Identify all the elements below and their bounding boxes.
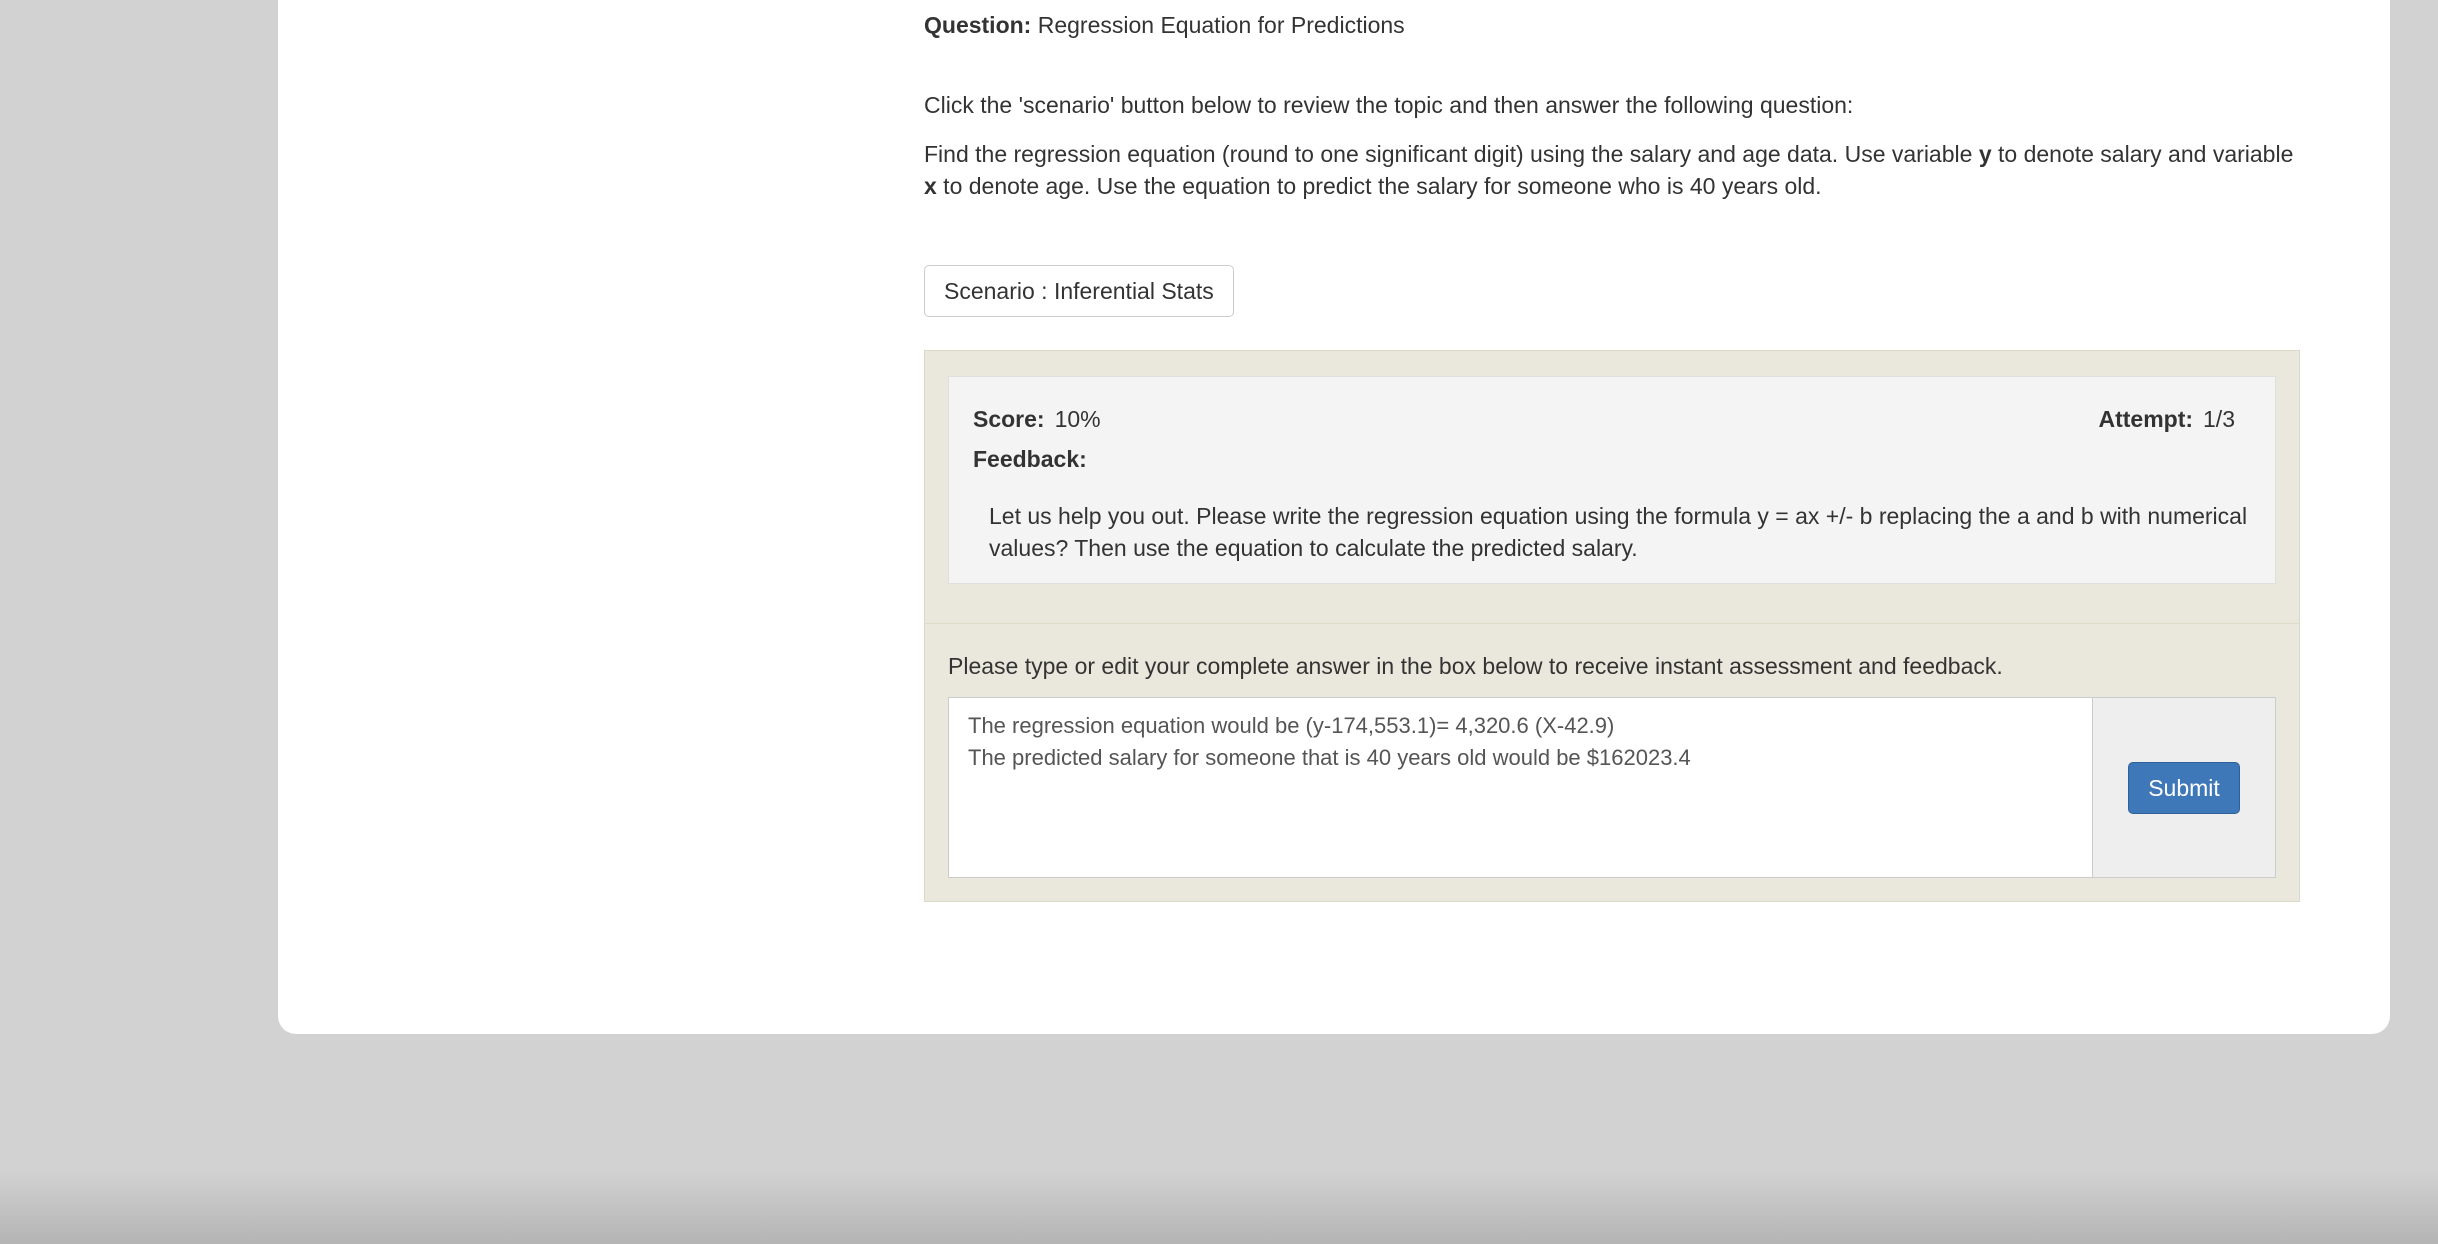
variable-y: y [1978,141,1992,167]
instructions-text: Click the 'scenario' button below to review the topic and then answer the following question: [924,92,1854,118]
feedback-label: Feedback: [973,446,1087,472]
score-value: 10% [1054,406,1101,432]
question-label: Question: [924,12,1032,38]
score [973,404,1101,434]
answer-group [948,697,2276,878]
panel-divider [925,623,2299,624]
feedback-text: Let us help you out. Please write the regression equation using the formula y = ax +/- b replacing the a and b with numerical values? Then use the equation to calculate the predicted salary. [989,503,2248,561]
problem-part-3: to denote age. Use the equation to predict the salary for someone who is 40 years old. [936,173,1822,199]
submit-button[interactable]: Submit [2128,762,2240,814]
attempt-value: 1/3 [2203,406,2235,432]
page-card [278,0,2390,1034]
variable-x: x [924,173,937,199]
answer-prompt: Please type or edit your complete answer in the box below to receive instant assessment and feedback. [948,653,2003,679]
scenario-button[interactable]: Scenario : Inferential Stats [924,265,1234,317]
problem-text [924,138,2300,202]
answer-textarea[interactable] [949,698,2093,877]
problem-part-1: Find the regression equation (round to one significant digit) using the salary and age data. Use variable [924,141,1979,167]
assessment-panel [924,350,2300,902]
question-title: Regression Equation for Predictions [1037,12,1405,38]
problem-part-2: to denote salary and variable [1991,141,2294,167]
submit-area [2093,698,2275,877]
feedback-box [948,376,2276,584]
question-header [924,10,1405,40]
attempt [2098,404,2235,434]
attempt-label: Attempt: [2098,406,2194,432]
score-label: Score: [973,406,1045,432]
